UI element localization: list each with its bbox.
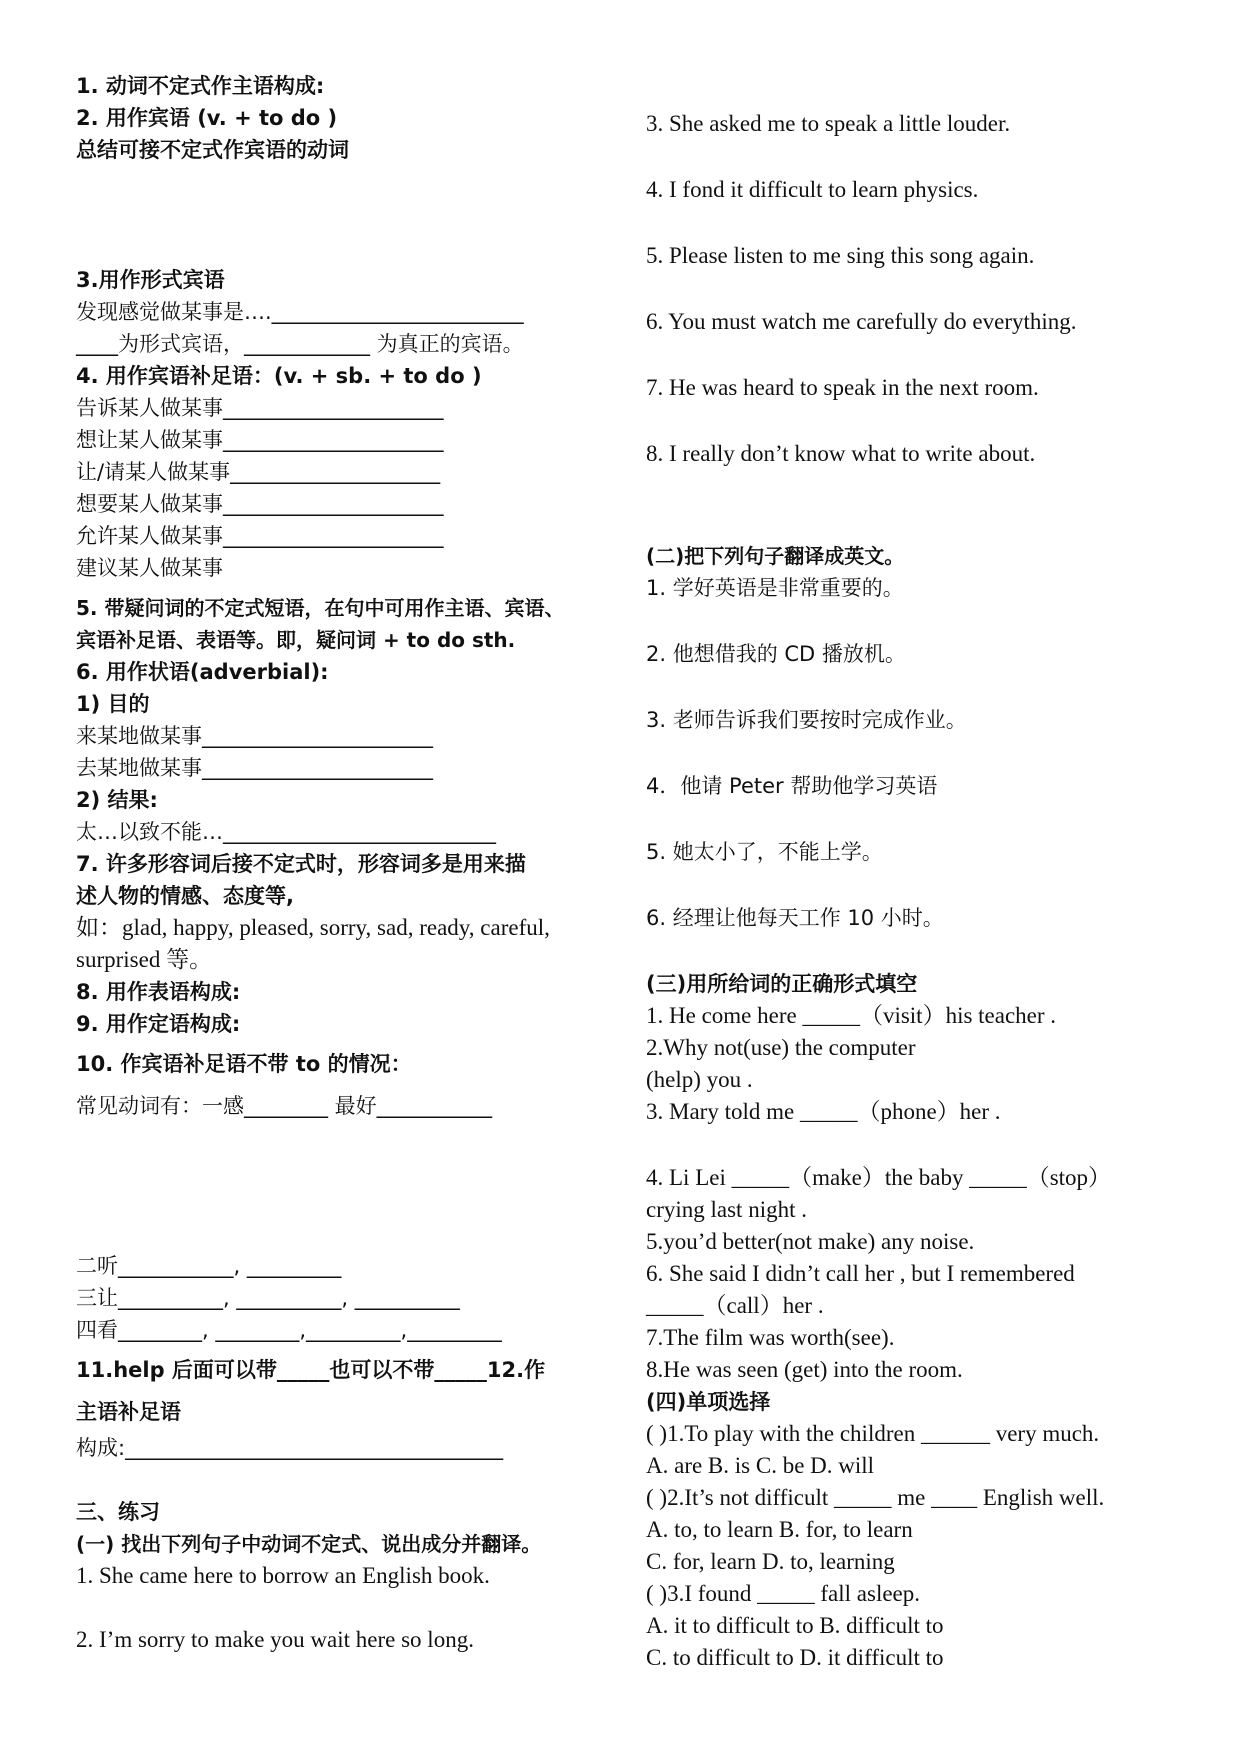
right-line: 7. He was heard to speak in the next room. [646,375,1039,400]
right-line: 3. Mary told me _____（phone）her . [646,1099,1001,1124]
right-line: 2. 他想借我的 CD 播放机。 [646,642,906,666]
left-line: 2. 用作宾语 (v. + to do ) [76,106,338,130]
right-line: 6. 经理让他每天工作 10 小时。 [646,906,944,930]
left-line: 构成:____________________________________ [76,1436,504,1460]
left-line: 如：glad, happy, pleased, sorry, sad, ready, careful, [76,915,550,940]
right-line: 7.The film was worth(see). [646,1325,895,1350]
left-line: 主语补足语 [76,1400,181,1424]
left-line: 10. 作宾语补足语不带 to 的情况： [76,1052,412,1076]
right-line: C. for, learn D. to, learning [646,1549,895,1574]
right-line: 4. I fond it difficult to learn physics. [646,177,979,202]
left-line: 1. 动词不定式作主语构成: [76,74,325,98]
right-line: ( )2.It’s not difficult _____ me ____ English well. [646,1485,1105,1510]
right-line: A. are B. is C. be D. will [646,1453,875,1478]
left-line: 告诉某人做某事_____________________ [76,396,444,420]
left-line: 四看________, ________,_________,_________ [76,1318,502,1342]
right-line: C. to difficult to D. it difficult to [646,1645,944,1670]
left-line: 7. 许多形容词后接不定式时，形容词多是用来描 [76,852,526,876]
right-line: 5. 她太小了，不能上学。 [646,840,883,864]
left-line: 1) 目的 [76,692,150,716]
right-line: 6. She said I didn’t call her , but I remembered [646,1261,1075,1286]
right-line: 1. He come here _____（visit）his teacher . [646,1003,1057,1028]
left-line: 二听___________, _________ [76,1254,342,1278]
left-line: (一) 找出下列句子中动词不定式、说出成分并翻译。 [76,1532,542,1556]
left-line: 1. She came here to borrow an English book. [76,1563,490,1588]
right-line: ( )3.I found _____ fall asleep. [646,1581,921,1606]
right-line: 3. 老师告诉我们要按时完成作业。 [646,708,967,732]
left-line: 常见动词有：一感________ 最好___________ [76,1094,493,1118]
left-line: 发现感觉做某事是….________________________ [76,300,524,324]
left-line: 3.用作形式宾语 [76,268,225,292]
left-line: 6. 用作状语(adverbial): [76,660,329,684]
left-line: 2. I’m sorry to make you wait here so long. [76,1627,474,1652]
left-line: 三、练习 [76,1500,160,1524]
left-line: 想让某人做某事_____________________ [76,428,444,452]
right-line: 1. 学好英语是非常重要的。 [646,576,904,600]
right-line: crying last night . [646,1197,807,1222]
left-line: 4. 用作宾语补足语：(v. + sb. + to do ) [76,364,482,388]
right-line: _____（call）her . [646,1293,824,1318]
left-line: 8. 用作表语构成: [76,980,241,1004]
left-line: surprised 等。 [76,947,213,972]
left-line: 宾语补足语、表语等。即，疑问词 + to do sth. [76,628,516,652]
right-line: (help) you . [646,1067,753,1092]
left-line: 允许某人做某事_____________________ [76,524,444,548]
left-line: 5. 带疑问词的不定式短语，在句中可用作主语、宾语、 [76,596,565,620]
right-line: 4．他请 Peter 帮助他学习英语 [646,774,938,798]
right-line: (二)把下列句子翻译成英文。 [646,544,905,568]
right-line: 2.Why not(use) the computer [646,1035,916,1060]
left-line: 9. 用作定语构成: [76,1012,241,1036]
left-line: 想要某人做某事_____________________ [76,492,444,516]
right-line: 5. Please listen to me sing this song again. [646,243,1035,268]
left-line: 11.help 后面可以带_____也可以不带_____12.作 [76,1358,546,1382]
left-line: 去某地做某事______________________ [76,756,433,780]
right-line: 8.He was seen (get) into the room. [646,1357,963,1382]
left-line: ____为形式宾语，____________ 为真正的宾语。 [76,332,524,356]
left-line: 2) 结果: [76,788,158,812]
right-line: ( )1.To play with the children ______ very much. [646,1421,1100,1446]
left-line: 太…以致不能…__________________________ [76,820,496,844]
right-line: 8. I really don’t know what to write about. [646,441,1036,466]
right-line: A. to, to learn B. for, to learn [646,1517,913,1542]
left-line: 述人物的情感、态度等, [76,884,294,908]
left-line: 三让__________, __________, __________ [76,1286,460,1310]
right-line: (三)用所给词的正确形式填空 [646,972,918,996]
right-line: A. it to difficult to B. difficult to [646,1613,944,1638]
left-line: 建议某人做某事 [76,556,223,580]
right-line: 5.you’d better(not make) any noise. [646,1229,975,1254]
right-line: 6. You must watch me carefully do everything. [646,309,1077,334]
right-line: (四)单项选择 [646,1390,771,1414]
right-line: 4. Li Lei _____（make）the baby _____（stop） [646,1165,1112,1190]
left-line: 来某地做某事______________________ [76,724,433,748]
left-line: 总结可接不定式作宾语的动词 [76,138,349,162]
right-line: 3. She asked me to speak a little louder. [646,111,1011,136]
left-line: 让/请某人做某事____________________ [76,460,441,484]
